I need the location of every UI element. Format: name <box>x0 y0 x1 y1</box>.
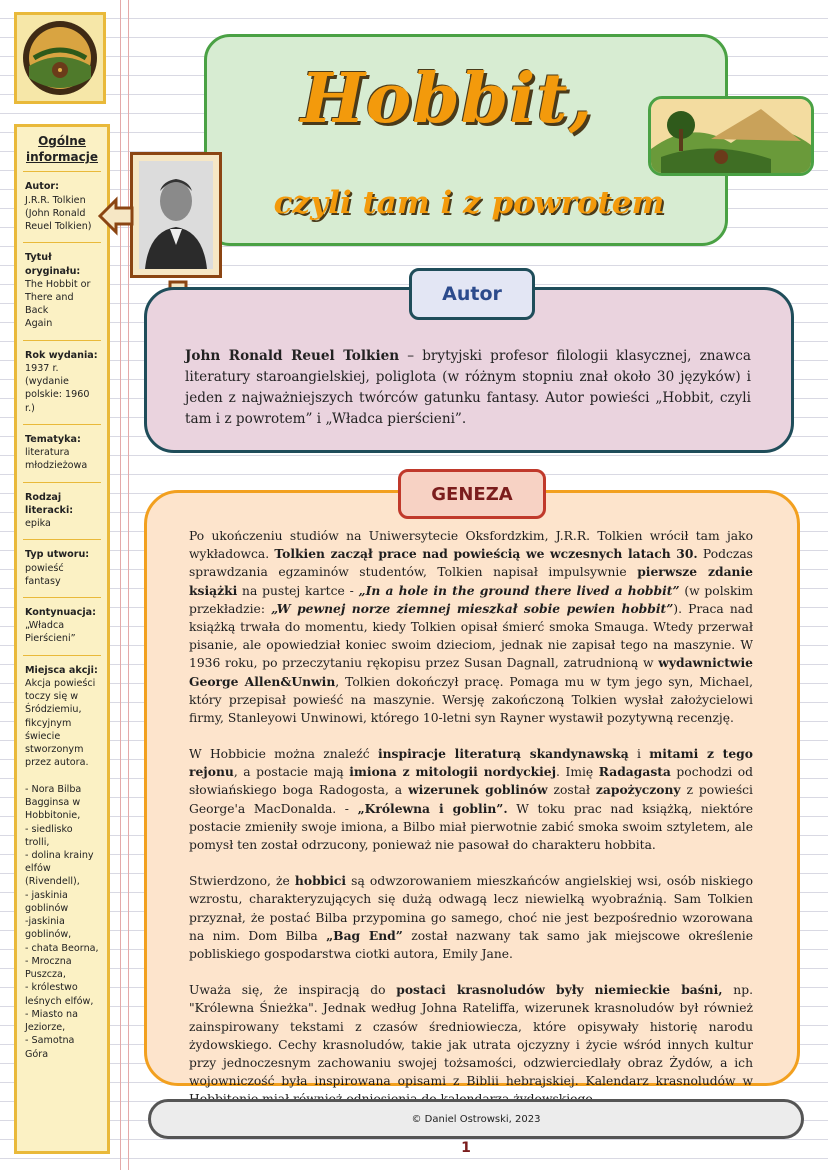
genesis-section-title: GENEZA <box>398 469 546 519</box>
genesis-paragraph: W Hobbicie można znaleźć inspiracje literaturą skandynawską i mitami z tego rejonu, a postacie mają imiona z mitologii nordyckiej. Imię Radagasta pochodzi od słowiańskiego boga Radogosta, a wizerunek goblinów został zapożyczony z powieści George'a MacDonalda. - „Królewna i goblin”. W toku prac nad książką, niektóre postacie zmieniły swoje imiona, a Bilbo miał pierwotnie zabić smoka swoim sztyletem, ale pomysł ten został odrzucony, ponieważ nie pasował do charakteru hobbita. <box>189 746 753 852</box>
genesis-section <box>144 490 800 1089</box>
portrait-photo-icon <box>139 161 213 269</box>
sidebar-label: Tematyka: <box>25 433 81 445</box>
sidebar-section-continuation <box>23 597 101 655</box>
sidebar-value: J.R.R. Tolkien (John Ronald Reuel Tolkien) <box>25 194 92 233</box>
page-title: Hobbit, <box>300 59 594 139</box>
arrow-left-icon <box>98 196 134 236</box>
sidebar-section-author <box>23 171 101 242</box>
sidebar-heading: Ogólne informacje <box>25 134 98 165</box>
sidebar-label: Tytuł oryginału: <box>25 252 81 277</box>
sidebar-label: Autor: <box>25 181 59 193</box>
margin-line-right <box>128 0 129 1170</box>
sidebar-label: Rodzaj literacki: <box>25 491 74 516</box>
sidebar-value: powieść fantasy <box>25 562 64 587</box>
sidebar-section-theme <box>23 424 101 482</box>
page-number: 1 <box>461 1140 471 1156</box>
sidebar-value: Akcja powieści toczy się w Śródziemiu, fikcyjnym świecie stworzonym przez autora. - Nora Bilba Bagginsa w Hobbitonie, - siedlisko trolli, - dolina krainy elfów (Rivendell), - jaskinia goblinów -jaskinia goblinów, - chata Beorna, - Mroczna Puszcza, - królestwo leśnych elfów, - Miasto na Jeziorze, - Samotna Góra <box>25 677 99 1060</box>
sidebar-label: Rok wydania: <box>25 349 98 361</box>
genesis-paragraph: Uważa się, że inspiracją do postaci krasnoludów były niemieckie baśni, np. "Królewna Śnieżka". Jednak według Johna Rateliffa, wizerunek krasnoludów był również zainspirowany tekstami z czasów średniowiecza, które opisywały historię narodu żydowskiego. Cechy krasnoludów, takie jak utrata ojczyzny i życie wśród innych kultur przy jednoczesnym zachowaniu swojej tożsamości, odzwierciedlały obraz Żydów, a ich wojowniczość była inspirowana opisami z Biblii hebrajskiej. Kalendarz krasnoludów w <box>189 982 754 1089</box>
sidebar-section-settings <box>23 655 101 1070</box>
sidebar-section-release-year <box>23 340 101 424</box>
sidebar-value: „Władca Pierścieni” <box>25 620 76 645</box>
sidebar-value: literatura młodzieżowa <box>25 447 88 472</box>
sidebar-general-info <box>14 124 110 1154</box>
author-portrait <box>130 152 222 278</box>
sidebar-label: Typ utworu: <box>25 549 90 561</box>
hobbit-hole-landscape-icon <box>651 99 811 173</box>
sidebar-section-literary-kind <box>23 482 101 540</box>
sidebar-label: Miejsca akcji: <box>25 664 98 676</box>
page-subtitle: czyli tam i z powrotem <box>273 185 665 221</box>
sidebar-section-work-type <box>23 539 101 597</box>
author-description: – brytyjski profesor filologii klasycznej, znawca literatury staroangielskiej, poliglota (w różnym stopniu znał około 30 języków) i jeden z najważniejszych twórców gatunku fantasy. Autor powieści „Hobbit, czyli tam i z powrotem” i „Władca pierścieni”. <box>185 348 751 428</box>
author-name: John Ronald Reuel Tolkien <box>185 348 400 364</box>
genesis-paragraph: Stwierdzono, że hobbici są odwzorowaniem mieszkańców angielskiej wsi, osób niskiego wzrostu, charakteryzujących się dużą odwagą lecz niewielką wyobraźnią. Sam Tolkien przyznał, że postać Bilba przypomina go samego, choć nie jest bezpośrednio wzorowana na nim. Dom Bilba „Bag End” został nazwany tak samo jak miejscowe określenie pobliskiego gospodarstwa ciotki autora, Emily Jane. <box>189 873 753 961</box>
hobbit-door-icon <box>20 18 100 98</box>
author-section-title: Autor <box>409 268 535 320</box>
sidebar-value: 1937 r. (wydanie polskie: 1960 r.) <box>25 362 90 414</box>
shire-illustration <box>648 96 814 176</box>
footer-copyright: © Daniel Ostrowski, 2023 <box>148 1099 804 1139</box>
genesis-paragraph: Po ukończeniu studiów na Uniwersytecie Oksfordzkim, J.R.R. Tolkien wrócił tam jako wykładowca. Tolkien zaczął prace nad powieścią we wczesnych latach 30. Podczas sprawdzania egzaminów studentów, Tolkien napisał impulsywnie pierwsze zdanie książki na pustej kartce - „In a hole in the ground there lived a hobbit” (w polskim przekładzie: „W pewnej norze ziemnej mieszkał sobie pewien hobbit”). Praca nad książką trwała do momentu, kiedy Tolkien opisał śmierć smoka Smauga. Wtedy przerwał pisanie, ale opowiedział koniec swoim dzieciom, jednak nie zapisał tego na maszynie. W 1936 roku, po przeczytaniu rękopisu przez Susan Dagnall, zatrudnioną w wydawnictwie George Allen&Unwin, Tolkien dokończył pracę. Pomaga mu w tym jego syn, Michael, który przepisał powieść na maszynie. Wersję zakończoną Tolkien wysłał założycielowi firmy, Stanleyowi Unwinowi, którego 10-letni syn Rayner wystawił pozytywną recenzję. <box>189 529 753 725</box>
margin-line-left <box>120 0 121 1170</box>
sidebar-section-original-title <box>23 242 101 339</box>
logo <box>14 12 106 104</box>
sidebar-label: Kontynuacja: <box>25 607 96 618</box>
sidebar-value: The Hobbit or There and Back Again <box>25 278 91 330</box>
sidebar-value: epika <box>25 518 51 530</box>
